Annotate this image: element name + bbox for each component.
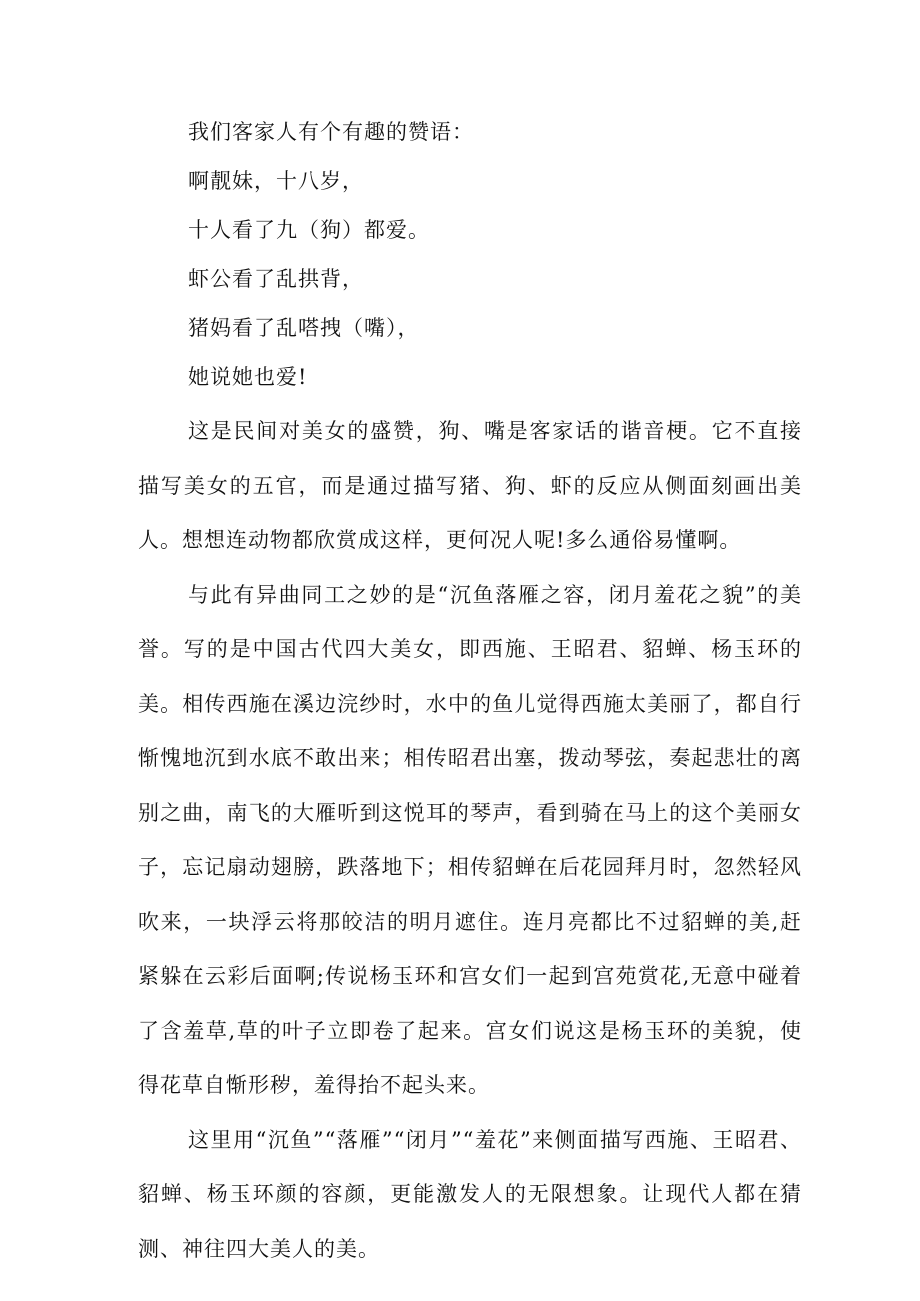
poem-block	[138, 108, 802, 402]
poem-line: 她说她也爱!	[188, 365, 308, 389]
paragraph-four-beauties: 与此有异曲同工之妙的是“沉鱼落雁之容，闭月羞花之貌”的美誉。写的是中国古代四大美女，即西施、王昭君、貂蝉、杨玉环的美。相传西施在溪边浣纱时，水中的鱼儿觉得西施太美丽了，都自行惭愧地沉到水底不敢出来；相传昭君出塞，拨动琴弦，奏起悲壮的离别之曲，南飞的大雁听到这悦耳的琴声，看到骑在马上的这个美丽女子，忘记扇动翅膀，跌落地下；相传貂蝉在后花园拜月时，忽然轻风吹来，一块浮云将那皎洁的明月遮住。连月亮都比不过貂蝉的美,赶紧躲在云彩后面啊;传说杨玉环和宫女们一起到宫苑赏花,无意中碰着了含羞草,草的叶子立即卷了起来。宫女们说这是杨玉环的美貌，使得花草自惭形秽，羞得抬不起头来。	[138, 582, 802, 1097]
poem-line: 啊靓妹，十八岁，	[188, 169, 364, 193]
poem-line: 我们客家人有个有趣的赞语：	[188, 120, 474, 144]
poem-line: 虾公看了乱拱背，	[188, 267, 364, 291]
paragraph-conclusion: 这里用“沉鱼”“落雁”“闭月”“羞花”来侧面描写西施、王昭君、貂蝉、杨玉环颜的容颜，更能激发人的无限想象。让现代人都在猜测、神往四大美人的美。	[138, 1127, 802, 1261]
paragraph-explanation: 这是民间对美女的盛赞，狗、嘴是客家话的谐音梗。它不直接描写美女的五官，而是通过描写猪、狗、虾的反应从侧面刻画出美人。想想连动物都欣赏成这样，更何况人呢!多么通俗易懂啊。	[138, 419, 802, 552]
document-body	[138, 108, 802, 1276]
poem-line: 十人看了九（狗）都爱。	[188, 218, 430, 242]
poem-line: 猪妈看了乱嗒拽（嘴），	[188, 316, 420, 340]
